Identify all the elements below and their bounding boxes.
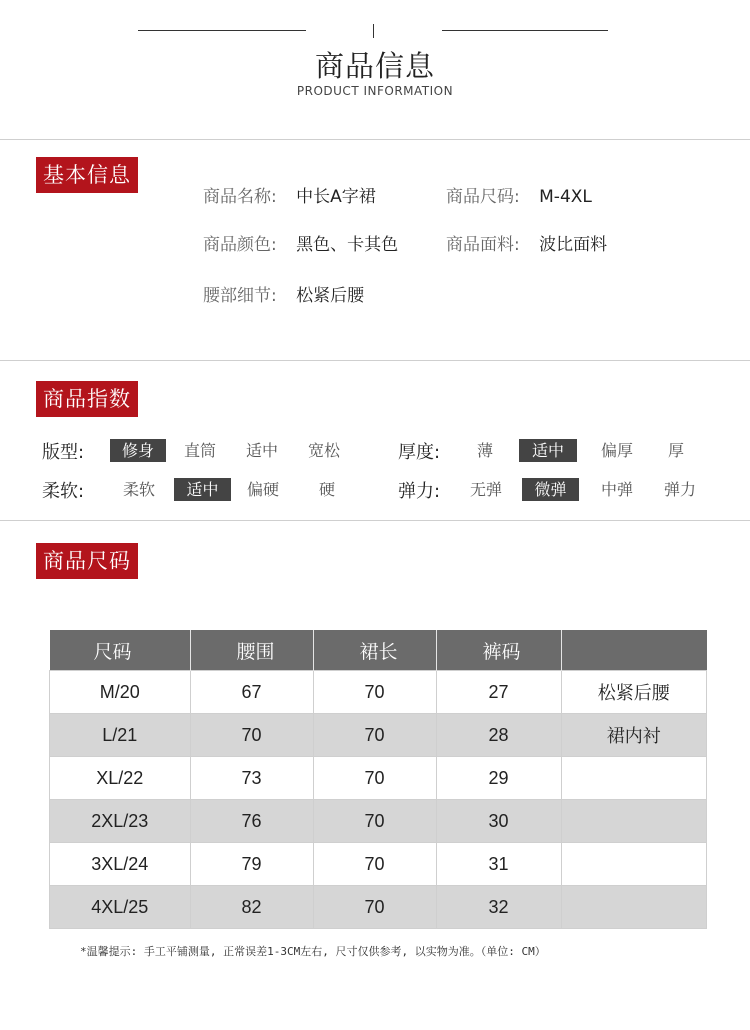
table-row <box>50 757 707 800</box>
cell-note: 裙内衬 <box>561 714 707 757</box>
col-header-pants-size: 裤码 <box>436 630 561 671</box>
size-footnote: *温馨提示: 手工平铺测量, 正常误差1-3CM左右, 尺寸仅供参考, 以实物为准。（单位: CM） <box>80 945 546 958</box>
table-row <box>50 843 707 886</box>
info-item-waist <box>203 281 364 306</box>
cell-length: 70 <box>313 757 436 800</box>
cell-pants-size: 28 <box>436 714 561 757</box>
cell-pants-size: 31 <box>436 843 561 886</box>
size-table-header <box>50 630 707 671</box>
info-item-size <box>446 182 592 207</box>
header-left-rule <box>138 30 306 31</box>
softness-option: 硬 <box>318 480 335 499</box>
col-header-waist: 腰围 <box>190 630 313 671</box>
cell-length: 70 <box>313 714 436 757</box>
fit-option: 适中 <box>245 441 278 460</box>
cell-size: 4XL/25 <box>50 886 191 929</box>
table-row <box>50 886 707 929</box>
col-header-note <box>561 630 707 671</box>
table-row <box>50 800 707 843</box>
cell-pants-size: 30 <box>436 800 561 843</box>
header-center-tick <box>373 24 374 38</box>
section-divider <box>0 360 750 361</box>
info-value: 黑色、卡其色 <box>296 235 399 255</box>
info-key: 腰部细节: <box>203 286 277 306</box>
fit-option: 直筒 <box>183 441 216 460</box>
cell-length: 70 <box>313 671 436 714</box>
info-key: 商品面料: <box>446 235 520 255</box>
info-value: 波比面料 <box>539 235 608 255</box>
cell-length: 70 <box>313 800 436 843</box>
elasticity-option: 无弹 <box>469 480 502 499</box>
section-divider <box>0 139 750 140</box>
softness-option: 偏硬 <box>246 480 279 499</box>
info-key: 商品名称: <box>203 187 277 207</box>
header-right-rule <box>442 30 608 31</box>
cell-waist: 79 <box>190 843 313 886</box>
cell-size: 3XL/24 <box>50 843 191 886</box>
size-tag: 商品尺码 <box>36 543 138 579</box>
col-header-length: 裙长 <box>313 630 436 671</box>
col-header-size: 尺码 <box>50 630 191 671</box>
cell-note <box>561 800 707 843</box>
cell-note <box>561 757 707 800</box>
info-value: M-4XL <box>539 187 592 207</box>
section-divider <box>0 520 750 521</box>
cell-note <box>561 886 707 929</box>
page-subtitle: PRODUCT INFORMATION <box>296 84 454 98</box>
thickness-option: 薄 <box>476 441 493 460</box>
table-row <box>50 671 707 714</box>
cell-length: 70 <box>313 843 436 886</box>
cell-length: 70 <box>313 886 436 929</box>
cell-waist: 67 <box>190 671 313 714</box>
index-tag: 商品指数 <box>36 381 138 417</box>
cell-waist: 73 <box>190 757 313 800</box>
fit-option-selected: 修身 <box>110 439 166 462</box>
cell-note <box>561 843 707 886</box>
page-title: 商品信息 <box>314 49 435 83</box>
info-item-name <box>203 182 376 207</box>
softness-label: 柔软: <box>42 481 85 502</box>
cell-pants-size: 27 <box>436 671 561 714</box>
thickness-option: 偏厚 <box>600 441 633 460</box>
cell-size: 2XL/23 <box>50 800 191 843</box>
elasticity-option-selected: 微弹 <box>522 478 579 501</box>
info-item-color <box>203 230 398 255</box>
info-key: 商品颜色: <box>203 235 277 255</box>
info-value: 松紧后腰 <box>296 286 365 306</box>
info-value: 中长A字裙 <box>296 187 376 207</box>
thickness-label: 厚度: <box>398 442 441 463</box>
thickness-option-selected: 适中 <box>519 439 577 462</box>
cell-size: M/20 <box>50 671 191 714</box>
softness-option-selected: 适中 <box>174 478 231 501</box>
table-row <box>50 714 707 757</box>
cell-pants-size: 32 <box>436 886 561 929</box>
info-key: 商品尺码: <box>446 187 520 207</box>
size-table <box>49 630 707 929</box>
cell-waist: 82 <box>190 886 313 929</box>
cell-pants-size: 29 <box>436 757 561 800</box>
softness-option: 柔软 <box>122 480 155 499</box>
elasticity-label: 弹力: <box>398 481 441 502</box>
elasticity-option: 中弹 <box>600 480 633 499</box>
cell-waist: 70 <box>190 714 313 757</box>
basic-info-tag: 基本信息 <box>36 157 138 193</box>
elasticity-option: 弹力 <box>663 480 696 499</box>
fit-label: 版型: <box>42 442 85 463</box>
info-item-fabric <box>446 230 607 255</box>
cell-waist: 76 <box>190 800 313 843</box>
cell-note: 松紧后腰 <box>561 671 707 714</box>
cell-size: L/21 <box>50 714 191 757</box>
fit-option: 宽松 <box>307 441 340 460</box>
thickness-option: 厚 <box>667 441 684 460</box>
cell-size: XL/22 <box>50 757 191 800</box>
